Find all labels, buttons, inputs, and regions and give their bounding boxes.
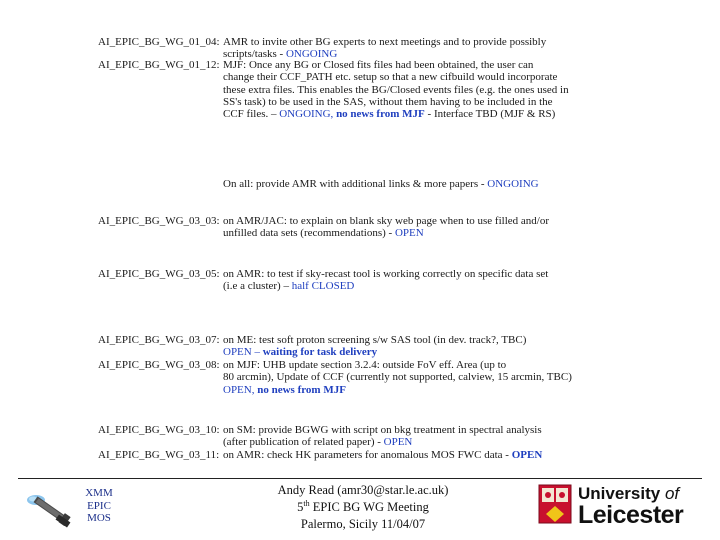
mission-line: EPIC bbox=[87, 499, 111, 512]
action-item-id: AI_EPIC_BG_WG_01_04: bbox=[98, 36, 220, 48]
status-badge: OPEN, bbox=[223, 383, 258, 396]
university-logo bbox=[538, 484, 708, 530]
footer-info bbox=[258, 482, 468, 533]
action-item-line bbox=[223, 108, 583, 120]
presenter: Andy Read (amr30@star.le.ac.uk) bbox=[277, 483, 449, 497]
action-item-line bbox=[223, 384, 583, 396]
status-badge: OPEN – bbox=[223, 346, 263, 359]
action-item-text bbox=[223, 59, 583, 120]
mission-line: XMM bbox=[85, 487, 113, 499]
status-badge: ONGOING bbox=[285, 48, 338, 61]
text-run: on SM: provide BGWG with script on bkg treatment in spectral analysis bbox=[223, 424, 542, 436]
status-badge: ONGOING, bbox=[279, 108, 337, 121]
text-run: (i.e a cluster) – bbox=[223, 280, 292, 293]
action-item-id: AI_EPIC_BG_WG_03_11: bbox=[98, 449, 220, 461]
action-item-text bbox=[223, 178, 583, 190]
meeting-title bbox=[258, 499, 468, 516]
status-badge: half CLOSED bbox=[291, 280, 355, 293]
action-item-text bbox=[223, 215, 583, 240]
text-run: SS's task) to be used in the SAS, without them having to be included in the bbox=[223, 95, 553, 108]
meeting-number-suffix: th bbox=[303, 499, 310, 508]
text-run: on AMR: check HK parameters for anomalous MOS FWC data - bbox=[223, 449, 512, 461]
status-badge: ONGOING bbox=[487, 178, 539, 190]
text-run: on AMR/JAC: to explain on blank sky web page when to use filled and/or bbox=[223, 215, 549, 227]
action-item-line bbox=[223, 334, 583, 346]
action-item-line bbox=[223, 346, 583, 358]
action-item-id: AI_EPIC_BG_WG_03_07: bbox=[98, 334, 220, 346]
action-item-line bbox=[223, 280, 583, 292]
mission-label bbox=[82, 487, 116, 525]
action-item-line bbox=[223, 84, 583, 96]
action-item-text bbox=[223, 424, 583, 449]
footer-divider bbox=[18, 478, 702, 479]
status-badge: OPEN bbox=[394, 227, 424, 240]
university-city: Leicester bbox=[578, 501, 684, 529]
action-item-id: AI_EPIC_BG_WG_03_08: bbox=[98, 359, 220, 371]
action-item-line bbox=[223, 424, 583, 436]
action-item-text bbox=[223, 359, 583, 396]
action-item-id: AI_EPIC_BG_WG_03_05: bbox=[98, 268, 220, 280]
action-item-line bbox=[223, 436, 583, 448]
meeting-name: EPIC BG WG Meeting bbox=[309, 500, 429, 514]
text-run: 80 arcmin), Update of CCF (currently not supported, calview, 15 arcmin, TBC) bbox=[223, 371, 572, 384]
action-item-line bbox=[223, 36, 583, 48]
text-run: these extra files. This enables the BG/Closed events files (e.g. the ones used in bbox=[223, 83, 569, 96]
action-item-line bbox=[223, 71, 583, 83]
text-run: change their CCF_PATH etc. setup so that a new cifbuild would incorporate bbox=[223, 71, 558, 84]
action-item-line bbox=[223, 268, 583, 280]
text-run: on ME: test soft proton screening s/w SAS tool (in dev. track?, TBC) bbox=[223, 334, 527, 346]
action-item-id: AI_EPIC_BG_WG_03_03: bbox=[98, 215, 220, 227]
text-run: On all: provide AMR with additional links & more papers - bbox=[223, 178, 488, 190]
status-note: waiting for task delivery bbox=[262, 346, 378, 359]
location-date: Palermo, Sicily 11/04/07 bbox=[300, 517, 426, 531]
text-run: unfilled data sets (recommendations) - bbox=[223, 227, 395, 240]
action-item-line bbox=[223, 449, 583, 461]
university-crest-icon bbox=[538, 484, 572, 526]
mission-line: MOS bbox=[87, 512, 111, 524]
status-badge: OPEN bbox=[511, 449, 543, 461]
meeting-number: 5 bbox=[297, 500, 304, 514]
action-item-line bbox=[223, 227, 583, 239]
action-item-line bbox=[223, 359, 583, 371]
text-run: on AMR: to test if sky-recast tool is working correctly on specific data set bbox=[223, 268, 549, 280]
status-badge: OPEN bbox=[383, 436, 413, 449]
action-item-line bbox=[223, 178, 583, 190]
action-item-id: AI_EPIC_BG_WG_03_10: bbox=[98, 424, 220, 436]
xmm-satellite-icon bbox=[20, 482, 80, 534]
action-item-text bbox=[223, 268, 583, 293]
text-run: (after publication of related paper) - bbox=[223, 436, 384, 449]
action-item-text bbox=[223, 334, 583, 359]
action-item-line bbox=[223, 371, 583, 383]
text-run: on MJF: UHB update section 3.2.4: outside FoV eff. Area (up to bbox=[223, 359, 507, 371]
text-run: CCF files. – bbox=[223, 108, 280, 121]
status-note: no news from MJF bbox=[257, 383, 346, 396]
text-run: AMR to invite other BG experts to next meetings and to provide possibly bbox=[223, 36, 547, 48]
university-word: University bbox=[578, 484, 665, 503]
action-item-text bbox=[223, 449, 583, 461]
action-item-line bbox=[223, 96, 583, 108]
action-item-text bbox=[223, 36, 583, 61]
action-item-line bbox=[223, 59, 583, 71]
text-run: MJF: Once any BG or Closed fits files had been obtained, the user can bbox=[223, 59, 534, 71]
status-note: no news from MJF bbox=[336, 108, 425, 121]
action-item-id: AI_EPIC_BG_WG_01_12: bbox=[98, 59, 220, 71]
text-run: scripts/tasks - bbox=[223, 48, 286, 61]
university-of: of bbox=[664, 484, 680, 503]
action-item-line bbox=[223, 215, 583, 227]
text-run: - Interface TBD (MJF & RS) bbox=[424, 108, 556, 121]
